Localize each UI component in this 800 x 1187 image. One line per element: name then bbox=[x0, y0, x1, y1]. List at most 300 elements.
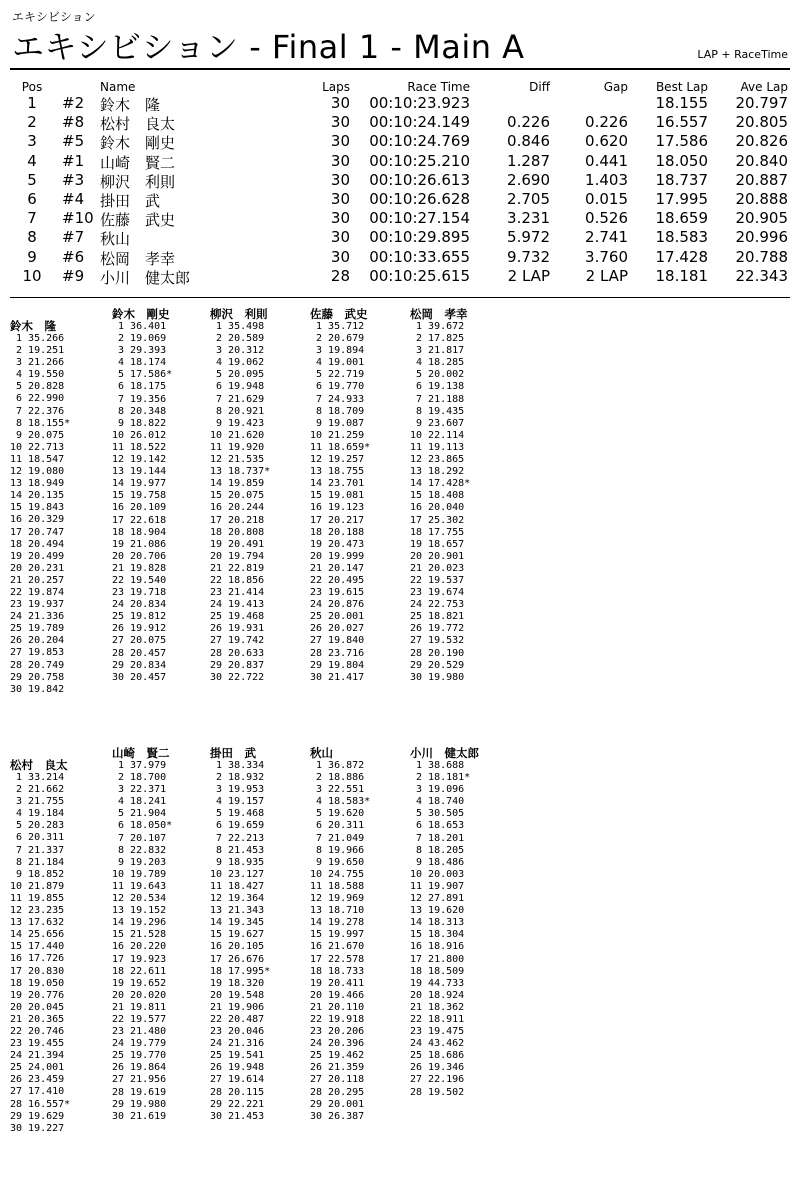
result-cell-gap: 0.526 bbox=[585, 209, 628, 228]
result-cell-diff: 0.846 bbox=[507, 132, 550, 151]
lap-time-line: 17 20.217 bbox=[310, 514, 365, 526]
result-cell-time: 00:10:33.655 bbox=[369, 247, 470, 266]
lap-time-line: 13 19.144 bbox=[112, 466, 167, 478]
lap-time-line: 9 19.423 bbox=[210, 417, 265, 429]
lap-time-line: 7 21.049 bbox=[310, 832, 365, 844]
lap-block bbox=[10, 759, 70, 1135]
lap-time-line: 11 19.920 bbox=[210, 441, 265, 453]
lap-time-line: 2 18.932 bbox=[210, 772, 265, 784]
lap-time-line: 9 20.075 bbox=[10, 429, 65, 441]
lap-time-line: 30 20.457 bbox=[112, 671, 167, 683]
result-row bbox=[0, 267, 800, 287]
lap-time-line: 12 19.364 bbox=[210, 893, 265, 905]
lap-time-line: 7 21.337 bbox=[10, 844, 65, 856]
result-cell-ave: 20.887 bbox=[735, 170, 788, 189]
result-cell-gap: 0.015 bbox=[585, 190, 628, 208]
lap-time-line: 20 19.999 bbox=[310, 550, 365, 562]
lap-block-driver: 秋山 bbox=[310, 746, 333, 760]
lap-time-line: 28 19.619 bbox=[112, 1086, 167, 1098]
result-cell-name: 掛田 武 bbox=[100, 192, 161, 210]
lap-block bbox=[310, 308, 370, 684]
lap-time-line: 3 22.371 bbox=[112, 784, 167, 796]
lap-time-line: 27 22.196 bbox=[410, 1074, 465, 1086]
lap-time-line: 8 20.348 bbox=[112, 405, 167, 417]
lap-time-line: 11 18.427 bbox=[210, 880, 265, 892]
lap-time-line: 1 33.214 bbox=[10, 772, 65, 783]
lap-time-line: 23 21.480 bbox=[112, 1026, 167, 1038]
result-cell-ave: 20.805 bbox=[735, 113, 788, 132]
lap-time-line: 6 19.770 bbox=[310, 381, 365, 393]
lap-time-line: 19 18.320 bbox=[210, 977, 265, 989]
lap-time-line: 3 19.096 bbox=[410, 784, 465, 796]
lap-time-line: 27 21.956 bbox=[112, 1074, 167, 1086]
result-cell-gap: 0.620 bbox=[585, 132, 628, 151]
lap-time-line: 24 21.316 bbox=[210, 1038, 265, 1050]
top-label: エキシビション bbox=[12, 10, 96, 24]
lap-time-line: 16 20.109 bbox=[112, 502, 167, 514]
lap-time-line: 23 21.414 bbox=[210, 587, 265, 599]
lap-time-line: 6 18.175 bbox=[112, 381, 167, 393]
result-cell-laps: 30 bbox=[330, 151, 350, 170]
lap-time-line: 28 20.115 bbox=[210, 1086, 265, 1098]
result-cell-diff: 0.226 bbox=[507, 113, 550, 132]
result-cell-laps: 30 bbox=[330, 132, 350, 151]
lap-time-line: 10 24.755 bbox=[310, 868, 365, 880]
lap-time-line: 9 18.852 bbox=[10, 868, 65, 880]
result-cell-time: 00:10:24.769 bbox=[369, 132, 470, 151]
result-cell-num: #1 bbox=[62, 151, 85, 170]
result-cell-pos: 10 bbox=[22, 266, 42, 285]
header-divider bbox=[10, 68, 790, 70]
result-cell-diff: 3.231 bbox=[507, 209, 550, 228]
lap-time-line: 23 19.718 bbox=[112, 587, 167, 599]
lap-time-line: 13 18.292 bbox=[410, 466, 465, 478]
lap-time-line: 5 22.719 bbox=[310, 369, 365, 381]
lap-time-line: 22 18.856 bbox=[210, 574, 265, 586]
result-cell-best: 18.737 bbox=[655, 170, 708, 189]
lap-time-line: 8 18.205 bbox=[410, 844, 465, 856]
lap-time-line: 7 20.107 bbox=[112, 832, 167, 844]
result-cell-ave: 20.797 bbox=[735, 94, 788, 112]
lap-time-line: 10 21.620 bbox=[210, 429, 265, 441]
lap-time-line: 11 19.113 bbox=[410, 441, 465, 453]
lap-time-line: 24 19.413 bbox=[210, 599, 265, 611]
lap-time-line: 10 20.003 bbox=[410, 868, 465, 880]
lap-time-line: 25 19.770 bbox=[112, 1050, 167, 1062]
column-header-pos: Pos bbox=[21, 80, 43, 94]
result-cell-gap: 1.403 bbox=[585, 170, 628, 189]
lap-time-line: 8 18.155* bbox=[10, 417, 71, 429]
lap-time-line: 5 19.620 bbox=[310, 808, 365, 820]
lap-time-line: 30 21.453 bbox=[210, 1110, 265, 1122]
lap-time-line: 28 20.749 bbox=[10, 659, 65, 671]
lap-time-line: 13 17.632 bbox=[10, 917, 65, 929]
lap-time-line: 22 19.874 bbox=[10, 586, 65, 598]
lap-time-line: 15 18.408 bbox=[410, 490, 465, 502]
lap-time-line: 6 18.653 bbox=[410, 820, 465, 832]
lap-time-line: 20 20.045 bbox=[10, 1001, 65, 1013]
lap-time-line: 11 19.855 bbox=[10, 892, 65, 904]
lap-time-line: 4 19.550 bbox=[10, 369, 65, 381]
lap-time-line: 12 19.142 bbox=[112, 454, 167, 466]
lap-time-line: 20 19.548 bbox=[210, 989, 265, 1001]
lap-time-line: 30 26.387 bbox=[310, 1110, 365, 1122]
lap-time-line: 18 18.733 bbox=[310, 965, 365, 977]
lap-time-line: 20 20.231 bbox=[10, 562, 65, 574]
lap-time-line: 29 19.804 bbox=[310, 659, 365, 671]
lap-time-line: 29 19.980 bbox=[112, 1098, 167, 1110]
lap-time-line: 17 20.830 bbox=[10, 965, 65, 977]
lap-time-line: 8 18.709 bbox=[310, 405, 365, 417]
lap-time-line: 21 20.023 bbox=[410, 562, 465, 574]
lap-time-line: 19 20.491 bbox=[210, 538, 265, 550]
lap-time-line: 4 18.740 bbox=[410, 796, 465, 808]
lap-time-line: 1 36.401 bbox=[112, 321, 167, 332]
lap-time-line: 28 16.557* bbox=[10, 1098, 71, 1110]
lap-time-line: 7 21.629 bbox=[210, 393, 265, 405]
lap-time-line: 9 19.650 bbox=[310, 856, 365, 868]
lap-time-line: 29 22.221 bbox=[210, 1098, 265, 1110]
lap-time-line: 28 20.190 bbox=[410, 647, 465, 659]
lap-time-line: 2 21.662 bbox=[10, 784, 65, 796]
lap-time-line: 4 18.583* bbox=[310, 796, 371, 808]
lap-time-line: 29 20.834 bbox=[112, 659, 167, 671]
result-cell-num: #4 bbox=[62, 190, 85, 208]
lap-time-line: 12 20.534 bbox=[112, 893, 167, 905]
result-cell-time: 00:10:27.154 bbox=[369, 209, 470, 228]
result-cell-time: 00:10:25.615 bbox=[369, 266, 470, 285]
result-cell-time: 00:10:25.210 bbox=[369, 151, 470, 170]
lap-time-line: 3 21.755 bbox=[10, 796, 65, 808]
lap-time-line: 2 20.679 bbox=[310, 333, 365, 345]
result-cell-diff: 2 LAP bbox=[507, 266, 550, 285]
lap-time-line: 21 19.906 bbox=[210, 1001, 265, 1013]
lap-block bbox=[10, 320, 70, 696]
lap-time-line: 25 18.821 bbox=[410, 611, 465, 623]
lap-time-line: 4 19.001 bbox=[310, 357, 365, 369]
lap-time-line: 17 19.923 bbox=[112, 953, 167, 965]
lap-time-line: 14 19.345 bbox=[210, 917, 265, 929]
result-cell-gap: 2 LAP bbox=[585, 266, 628, 285]
lap-time-line: 16 20.329 bbox=[10, 514, 65, 526]
lap-block-driver: 鈴木 剛史 bbox=[112, 307, 170, 321]
lap-time-line: 26 19.346 bbox=[410, 1062, 465, 1074]
lap-time-line: 25 19.812 bbox=[112, 611, 167, 623]
result-row bbox=[0, 171, 800, 191]
lap-time-line: 15 21.528 bbox=[112, 929, 167, 941]
lap-block-driver: 佐藤 武史 bbox=[310, 307, 368, 321]
lap-time-line: 21 20.147 bbox=[310, 562, 365, 574]
lap-time-line: 10 23.127 bbox=[210, 868, 265, 880]
lap-time-line: 21 18.362 bbox=[410, 1001, 465, 1013]
lap-time-line: 20 19.794 bbox=[210, 550, 265, 562]
lap-time-line: 12 23.235 bbox=[10, 905, 65, 917]
lap-time-line: 3 19.894 bbox=[310, 345, 365, 357]
result-cell-pos: 8 bbox=[27, 228, 37, 247]
lap-time-line: 13 18.949 bbox=[10, 478, 65, 490]
lap-time-line: 19 18.657 bbox=[410, 538, 465, 550]
lap-time-line: 3 22.551 bbox=[310, 784, 365, 796]
result-cell-pos: 9 bbox=[27, 247, 37, 266]
lap-time-line: 17 22.578 bbox=[310, 953, 365, 965]
lap-time-line: 24 19.779 bbox=[112, 1038, 167, 1050]
lap-time-line: 18 17.995* bbox=[210, 965, 271, 977]
lap-time-line: 6 19.948 bbox=[210, 381, 265, 393]
result-cell-best: 18.155 bbox=[655, 94, 708, 112]
lap-time-line: 10 22.713 bbox=[10, 441, 65, 453]
result-cell-diff: 2.690 bbox=[507, 170, 550, 189]
lap-time-line: 10 26.012 bbox=[112, 429, 167, 441]
lap-time-line: 23 19.455 bbox=[10, 1038, 65, 1050]
lap-time-line: 9 18.822 bbox=[112, 417, 167, 429]
lap-time-line: 16 20.105 bbox=[210, 941, 265, 953]
lap-time-line: 13 19.152 bbox=[112, 905, 167, 917]
lap-time-line: 16 18.916 bbox=[410, 941, 465, 953]
result-cell-pos: 1 bbox=[27, 94, 37, 112]
result-cell-time: 00:10:23.923 bbox=[369, 94, 470, 112]
result-cell-laps: 28 bbox=[330, 266, 350, 285]
lap-time-line: 16 20.040 bbox=[410, 502, 465, 514]
lap-time-line: 15 19.843 bbox=[10, 502, 65, 514]
result-cell-gap: 3.760 bbox=[585, 247, 628, 266]
result-cell-pos: 5 bbox=[27, 170, 37, 189]
lap-time-line: 17 21.800 bbox=[410, 953, 465, 965]
lap-block bbox=[210, 308, 270, 684]
lap-time-line: 12 19.257 bbox=[310, 454, 365, 466]
lap-time-line: 18 20.494 bbox=[10, 538, 65, 550]
lap-time-line: 2 17.825 bbox=[410, 333, 465, 345]
lap-time-line: 14 25.656 bbox=[10, 929, 65, 941]
lap-time-line: 24 21.394 bbox=[10, 1050, 65, 1062]
lap-block-driver: 松村 良太 bbox=[10, 758, 68, 772]
lap-time-line: 13 19.620 bbox=[410, 905, 465, 917]
lap-time-line: 3 20.312 bbox=[210, 345, 265, 357]
lap-time-line: 30 21.417 bbox=[310, 671, 365, 683]
lap-time-line: 24 22.753 bbox=[410, 599, 465, 611]
lap-time-line: 14 19.296 bbox=[112, 917, 167, 929]
lap-time-line: 7 22.376 bbox=[10, 405, 65, 417]
result-cell-diff: 9.732 bbox=[507, 247, 550, 266]
result-cell-name: 山崎 賢二 bbox=[100, 153, 176, 172]
lap-time-line: 23 19.475 bbox=[410, 1026, 465, 1038]
lap-time-line: 25 24.001 bbox=[10, 1062, 65, 1074]
lap-time-line: 16 19.123 bbox=[310, 502, 365, 514]
lap-time-line: 11 18.547 bbox=[10, 453, 65, 465]
lap-time-line: 27 19.853 bbox=[10, 647, 65, 659]
lap-time-line: 5 17.586* bbox=[112, 369, 173, 381]
result-cell-ave: 20.888 bbox=[735, 190, 788, 208]
lap-time-line: 21 20.110 bbox=[310, 1001, 365, 1013]
lap-time-line: 19 44.733 bbox=[410, 977, 465, 989]
result-row bbox=[0, 132, 800, 152]
lap-time-line: 3 21.817 bbox=[410, 345, 465, 357]
lap-time-line: 28 19.502 bbox=[410, 1086, 465, 1098]
lap-time-line: 14 19.278 bbox=[310, 917, 365, 929]
lap-time-line: 24 21.336 bbox=[10, 611, 65, 623]
lap-time-line: 30 19.980 bbox=[410, 671, 465, 683]
lap-time-line: 26 19.948 bbox=[210, 1062, 265, 1074]
lap-time-line: 6 18.050* bbox=[112, 820, 173, 832]
lap-time-line: 26 20.204 bbox=[10, 635, 65, 647]
lap-time-line: 18 20.188 bbox=[310, 526, 365, 538]
lap-time-line: 27 19.532 bbox=[410, 635, 465, 647]
lap-time-line: 15 18.304 bbox=[410, 929, 465, 941]
lap-time-line: 15 19.758 bbox=[112, 490, 167, 502]
lap-time-line: 23 19.615 bbox=[310, 587, 365, 599]
lap-time-line: 26 19.864 bbox=[112, 1062, 167, 1074]
result-cell-laps: 30 bbox=[330, 247, 350, 266]
result-cell-name: 柳沢 利則 bbox=[100, 172, 176, 191]
section-divider bbox=[10, 297, 790, 298]
result-cell-time: 00:10:29.895 bbox=[369, 228, 470, 247]
lap-time-line: 30 19.227 bbox=[10, 1122, 65, 1134]
lap-time-line: 22 20.495 bbox=[310, 574, 365, 586]
lap-time-line: 1 35.498 bbox=[210, 321, 265, 332]
lap-time-line: 25 19.541 bbox=[210, 1050, 265, 1062]
lap-time-line: 22 19.540 bbox=[112, 574, 167, 586]
lap-time-line: 28 20.295 bbox=[310, 1086, 365, 1098]
lap-time-line: 5 20.828 bbox=[10, 381, 65, 393]
lap-times-area bbox=[0, 303, 800, 1183]
lap-time-line: 7 22.213 bbox=[210, 832, 265, 844]
lap-block bbox=[112, 747, 172, 1123]
lap-time-line: 26 21.359 bbox=[310, 1062, 365, 1074]
lap-time-line: 1 36.872 bbox=[310, 760, 365, 771]
lap-time-line: 5 21.904 bbox=[112, 808, 167, 820]
lap-time-line: 19 20.499 bbox=[10, 550, 65, 562]
lap-time-line: 16 21.670 bbox=[310, 941, 365, 953]
lap-time-line: 25 19.468 bbox=[210, 611, 265, 623]
result-cell-name: 秋山 bbox=[100, 230, 131, 249]
column-header-name: Name bbox=[100, 80, 136, 94]
lap-time-line: 2 18.886 bbox=[310, 772, 365, 784]
lap-time-line: 7 21.188 bbox=[410, 393, 465, 405]
lap-time-line: 17 20.747 bbox=[10, 526, 65, 538]
lap-time-line: 10 22.114 bbox=[410, 429, 465, 441]
result-cell-num: #5 bbox=[62, 132, 85, 151]
result-cell-num: #7 bbox=[62, 228, 85, 247]
lap-time-line: 28 23.716 bbox=[310, 647, 365, 659]
lap-time-line: 22 19.577 bbox=[112, 1013, 167, 1025]
result-row bbox=[0, 209, 800, 229]
report-type-label: LAP + RaceTime bbox=[697, 48, 788, 61]
lap-time-line: 17 26.676 bbox=[210, 953, 265, 965]
result-cell-laps: 30 bbox=[330, 228, 350, 247]
lap-time-line: 19 21.086 bbox=[112, 538, 167, 550]
result-cell-laps: 30 bbox=[330, 190, 350, 208]
lap-time-line: 6 20.311 bbox=[10, 832, 65, 844]
lap-block bbox=[210, 747, 270, 1123]
lap-time-line: 17 20.218 bbox=[210, 514, 265, 526]
lap-time-line: 19 19.652 bbox=[112, 977, 167, 989]
result-cell-ave: 20.788 bbox=[735, 247, 788, 266]
lap-time-line: 19 20.411 bbox=[310, 977, 365, 989]
lap-time-line: 23 19.674 bbox=[410, 587, 465, 599]
lap-block-driver: 松岡 孝幸 bbox=[410, 307, 468, 321]
result-row bbox=[0, 152, 800, 172]
lap-time-line: 7 24.933 bbox=[310, 393, 365, 405]
lap-time-line: 11 19.643 bbox=[112, 880, 167, 892]
result-cell-gap: 0.441 bbox=[585, 151, 628, 170]
lap-time-line: 22 19.537 bbox=[410, 574, 465, 586]
lap-time-line: 4 18.285 bbox=[410, 357, 465, 369]
result-cell-num: #3 bbox=[62, 170, 85, 189]
lap-time-line: 13 18.755 bbox=[310, 466, 365, 478]
lap-time-line: 18 22.611 bbox=[112, 965, 167, 977]
lap-time-line: 16 20.244 bbox=[210, 502, 265, 514]
result-cell-num: #2 bbox=[62, 94, 85, 112]
lap-time-line: 26 19.772 bbox=[410, 623, 465, 635]
lap-time-line: 18 19.050 bbox=[10, 977, 65, 989]
lap-time-line: 6 19.138 bbox=[410, 381, 465, 393]
lap-time-line: 1 38.334 bbox=[210, 760, 265, 771]
result-row bbox=[0, 94, 800, 114]
result-cell-best: 17.428 bbox=[655, 247, 708, 266]
lap-time-line: 8 21.184 bbox=[10, 856, 65, 868]
lap-time-line: 9 18.486 bbox=[410, 856, 465, 868]
lap-time-line: 18 18.509 bbox=[410, 965, 465, 977]
result-cell-ave: 20.996 bbox=[735, 228, 788, 247]
lap-time-line: 3 19.953 bbox=[210, 784, 265, 796]
lap-block bbox=[112, 308, 172, 684]
lap-time-line: 20 20.901 bbox=[410, 550, 465, 562]
lap-time-line: 1 38.688 bbox=[410, 760, 465, 771]
result-cell-pos: 6 bbox=[27, 190, 37, 208]
lap-time-line: 11 18.522 bbox=[112, 441, 167, 453]
lap-time-line: 28 20.457 bbox=[112, 647, 167, 659]
lap-time-line: 14 18.313 bbox=[410, 917, 465, 929]
lap-time-line: 10 21.879 bbox=[10, 880, 65, 892]
result-cell-diff: 2.705 bbox=[507, 190, 550, 208]
lap-time-line: 20 18.924 bbox=[410, 989, 465, 1001]
lap-time-line: 2 18.700 bbox=[112, 772, 167, 784]
lap-time-line: 29 20.837 bbox=[210, 659, 265, 671]
lap-time-line: 27 17.410 bbox=[10, 1086, 65, 1098]
result-cell-name: 小川 健太郎 bbox=[100, 268, 191, 287]
result-cell-pos: 7 bbox=[27, 209, 37, 228]
result-cell-diff: 1.287 bbox=[507, 151, 550, 170]
lap-time-line: 20 20.020 bbox=[112, 989, 167, 1001]
lap-block-driver: 柳沢 利則 bbox=[210, 307, 268, 321]
lap-time-line: 21 20.365 bbox=[10, 1013, 65, 1025]
lap-time-line: 1 35.266 bbox=[10, 333, 65, 344]
result-cell-pos: 2 bbox=[27, 113, 37, 132]
result-cell-name: 鈴木 隆 bbox=[100, 96, 161, 114]
lap-time-line: 14 23.701 bbox=[310, 478, 365, 490]
lap-time-line: 21 19.811 bbox=[112, 1001, 167, 1013]
lap-time-line: 15 19.627 bbox=[210, 929, 265, 941]
lap-time-line: 12 23.865 bbox=[410, 454, 465, 466]
lap-time-line: 10 19.789 bbox=[112, 868, 167, 880]
lap-time-line: 22 18.911 bbox=[410, 1013, 465, 1025]
lap-time-line: 26 19.931 bbox=[210, 623, 265, 635]
column-header-gap: Gap bbox=[603, 80, 628, 94]
lap-time-line: 9 18.935 bbox=[210, 856, 265, 868]
lap-time-line: 2 19.069 bbox=[112, 333, 167, 345]
column-header-diff: Diff bbox=[529, 80, 550, 94]
lap-time-line: 13 21.343 bbox=[210, 905, 265, 917]
lap-block-driver: 小川 健太郎 bbox=[410, 746, 479, 760]
lap-time-line: 28 20.633 bbox=[210, 647, 265, 659]
lap-time-line: 25 18.686 bbox=[410, 1050, 465, 1062]
lap-time-line: 2 20.589 bbox=[210, 333, 265, 345]
lap-block-driver: 山崎 賢二 bbox=[112, 746, 170, 760]
lap-time-line: 24 20.834 bbox=[112, 599, 167, 611]
lap-time-line: 5 20.095 bbox=[210, 369, 265, 381]
lap-block bbox=[410, 308, 470, 684]
lap-time-line: 27 19.840 bbox=[310, 635, 365, 647]
result-cell-best: 18.050 bbox=[655, 151, 708, 170]
